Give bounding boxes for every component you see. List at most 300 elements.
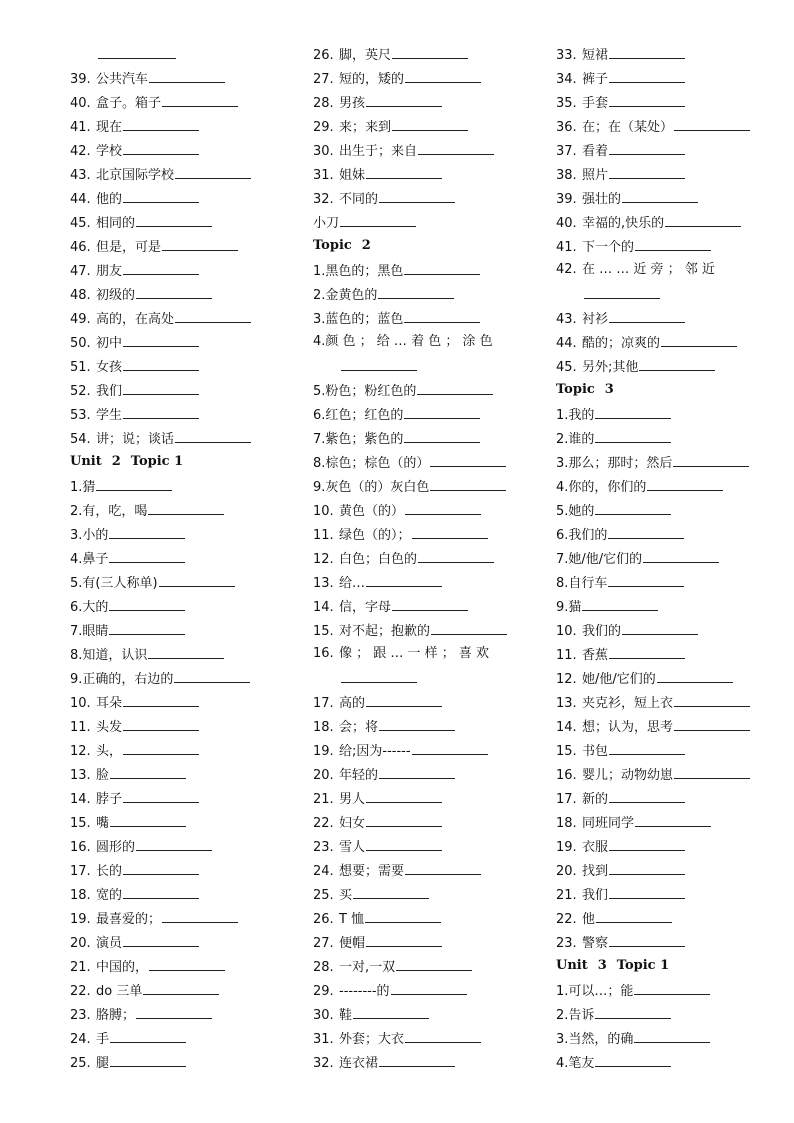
- vocab-item: [313, 333, 523, 381]
- item-prompt: 可以…；能: [568, 984, 634, 999]
- answer-blank[interactable]: [175, 165, 251, 179]
- item-prompt: 宽的: [96, 888, 123, 903]
- answer-blank[interactable]: [366, 93, 442, 107]
- vocab-item: [70, 813, 275, 837]
- vocab-item: [313, 501, 523, 525]
- item-number: 24.: [313, 864, 334, 879]
- vocab-item: [70, 1029, 275, 1053]
- item-prompt: 朋友: [96, 264, 123, 279]
- item-number: 9.: [313, 480, 326, 495]
- item-number: 20.: [70, 936, 91, 951]
- item-number: 11.: [70, 720, 91, 735]
- item-number: 18.: [556, 816, 577, 831]
- vocab-item: [313, 405, 523, 429]
- answer-blank[interactable]: [341, 669, 417, 683]
- item-number: 10.: [70, 696, 91, 711]
- answer-blank[interactable]: [159, 573, 235, 587]
- answer-blank[interactable]: [609, 837, 685, 851]
- answer-blank[interactable]: [595, 405, 671, 419]
- answer-blank[interactable]: [353, 1005, 429, 1019]
- answer-blank[interactable]: [98, 45, 176, 59]
- answer-blank[interactable]: [109, 597, 185, 611]
- item-prompt: 手套: [582, 96, 609, 111]
- item-prompt: 她的: [568, 504, 595, 519]
- vocab-item: [70, 861, 275, 885]
- item-number: 21.: [556, 888, 577, 903]
- vocab-item: [556, 117, 771, 141]
- answer-blank[interactable]: [123, 405, 199, 419]
- answer-blank[interactable]: [123, 717, 199, 731]
- worksheet-column-1: [70, 45, 275, 1077]
- item-number: 36.: [556, 120, 577, 135]
- item-number: 25.: [313, 888, 334, 903]
- heading-part: Unit: [556, 958, 588, 973]
- answer-blank[interactable]: [136, 837, 212, 851]
- item-prompt: 腿: [96, 1056, 110, 1071]
- item-prompt: 谁的: [568, 432, 595, 447]
- answer-blank[interactable]: [595, 501, 671, 515]
- vocab-item: [70, 549, 275, 573]
- vocab-item: [556, 261, 771, 309]
- item-number: 3.: [70, 528, 83, 543]
- item-prompt: 头发: [96, 720, 123, 735]
- item-prompt: 酷的；凉爽的: [582, 336, 661, 351]
- item-prompt: 照片: [582, 168, 609, 183]
- item-prompt: 眼睛: [82, 624, 109, 639]
- vocab-item: [313, 789, 523, 813]
- vocab-item: [70, 717, 275, 741]
- answer-blank[interactable]: [609, 741, 685, 755]
- answer-blank[interactable]: [123, 189, 199, 203]
- answer-blank[interactable]: [418, 549, 494, 563]
- answer-blank[interactable]: [162, 93, 238, 107]
- item-prompt: 不同的: [339, 192, 379, 207]
- item-prompt: 强壮的: [582, 192, 622, 207]
- answer-blank[interactable]: [634, 1029, 710, 1043]
- answer-blank[interactable]: [609, 309, 685, 323]
- vocab-item: [313, 141, 523, 165]
- item-prompt: 长的: [96, 864, 123, 879]
- item-number: 21.: [313, 792, 334, 807]
- item-number: 4.: [556, 480, 569, 495]
- item-prompt: 脚，英尺: [339, 48, 392, 63]
- item-number: 1.: [313, 264, 326, 279]
- answer-blank[interactable]: [341, 357, 417, 371]
- vocab-item: [556, 429, 771, 453]
- item-number: 1.: [556, 408, 569, 423]
- item-prompt: --------的: [339, 984, 390, 999]
- answer-blank[interactable]: [635, 813, 711, 827]
- answer-blank[interactable]: [162, 909, 238, 923]
- item-number: 2.: [70, 504, 83, 519]
- section-heading: [70, 453, 275, 477]
- answer-blank[interactable]: [379, 189, 455, 203]
- item-number: 17.: [70, 864, 91, 879]
- answer-blank[interactable]: [609, 45, 685, 59]
- answer-blank[interactable]: [661, 333, 737, 347]
- item-number: 51.: [70, 360, 91, 375]
- answer-blank[interactable]: [657, 669, 733, 683]
- item-prompt: 我的: [568, 408, 595, 423]
- answer-blank[interactable]: [149, 957, 225, 971]
- answer-blank[interactable]: [123, 333, 199, 347]
- answer-blank[interactable]: [366, 573, 442, 587]
- answer-blank[interactable]: [96, 477, 172, 491]
- answer-blank[interactable]: [405, 69, 481, 83]
- item-number: 32.: [313, 1056, 334, 1071]
- item-prompt: 你的，你们的: [568, 480, 647, 495]
- item-number: 46.: [70, 240, 91, 255]
- answer-blank[interactable]: [584, 285, 660, 299]
- answer-blank[interactable]: [123, 357, 199, 371]
- answer-blank[interactable]: [582, 597, 658, 611]
- answer-blank[interactable]: [608, 573, 684, 587]
- answer-blank[interactable]: [392, 117, 468, 131]
- item-prompt: 一对,一双: [339, 960, 396, 975]
- item-number: 23.: [556, 936, 577, 951]
- answer-blank[interactable]: [365, 909, 441, 923]
- item-prompt: 她/他/它们的: [568, 552, 643, 567]
- vocab-item: [70, 165, 275, 189]
- item-number: 4.: [70, 552, 83, 567]
- item-prompt: 现在: [96, 120, 123, 135]
- answer-blank[interactable]: [110, 813, 186, 827]
- answer-blank[interactable]: [673, 453, 749, 467]
- answer-blank[interactable]: [109, 621, 185, 635]
- vocab-item: [313, 837, 523, 861]
- item-prompt: 连衣裙: [339, 1056, 379, 1071]
- vocab-item: [556, 885, 771, 909]
- item-prompt: 女孩: [96, 360, 123, 375]
- answer-blank[interactable]: [431, 621, 507, 635]
- item-prompt: 当然，的确: [568, 1032, 634, 1047]
- answer-blank[interactable]: [366, 933, 442, 947]
- answer-blank[interactable]: [353, 885, 429, 899]
- item-prompt: 书包: [582, 744, 609, 759]
- answer-blank[interactable]: [174, 669, 250, 683]
- answer-blank[interactable]: [175, 309, 251, 323]
- vocab-item: [556, 237, 771, 261]
- item-number: 16.: [70, 840, 91, 855]
- item-number: 12.: [556, 672, 577, 687]
- vocab-item: [70, 237, 275, 261]
- answer-blank[interactable]: [366, 165, 442, 179]
- heading-part: 3: [604, 382, 614, 397]
- answer-blank[interactable]: [430, 453, 506, 467]
- item-number: 7.: [313, 432, 326, 447]
- item-number: 19.: [556, 840, 577, 855]
- answer-blank[interactable]: [392, 597, 468, 611]
- item-number: 21.: [70, 960, 91, 975]
- item-number: 40.: [556, 216, 577, 231]
- answer-blank[interactable]: [366, 837, 442, 851]
- item-number: 17.: [313, 696, 334, 711]
- vocab-item: [313, 597, 523, 621]
- answer-blank[interactable]: [609, 933, 685, 947]
- item-prompt: 灰色（的）灰白色: [325, 480, 430, 495]
- answer-blank[interactable]: [609, 141, 685, 155]
- answer-blank[interactable]: [595, 429, 671, 443]
- answer-blank[interactable]: [609, 789, 685, 803]
- vocab-item: [313, 429, 523, 453]
- answer-blank[interactable]: [379, 1053, 455, 1067]
- item-prompt: 像 ； 跟 … 一 样 ； 喜 欢: [339, 646, 490, 661]
- vocab-item: [556, 525, 771, 549]
- item-prompt: 初中: [96, 336, 123, 351]
- vocab-item: [313, 1005, 523, 1029]
- vocab-item: [556, 405, 771, 429]
- answer-blank[interactable]: [340, 213, 416, 227]
- vocab-item: [70, 213, 275, 237]
- answer-blank[interactable]: [404, 309, 480, 323]
- item-number: 31.: [313, 168, 334, 183]
- item-prompt: 小的: [82, 528, 109, 543]
- section-heading: [556, 381, 771, 405]
- item-number: 27.: [313, 72, 334, 87]
- item-prompt: 他的: [96, 192, 123, 207]
- answer-blank[interactable]: [674, 693, 750, 707]
- vocab-item: [313, 813, 523, 837]
- answer-blank[interactable]: [665, 213, 741, 227]
- item-prompt: 想；认为，思考: [582, 720, 674, 735]
- vocab-item: [70, 501, 275, 525]
- vocab-item: [70, 837, 275, 861]
- item-number: 3.: [556, 456, 569, 471]
- vocab-item: [313, 93, 523, 117]
- answer-blank[interactable]: [405, 861, 481, 875]
- answer-blank[interactable]: [123, 117, 199, 131]
- answer-blank[interactable]: [609, 69, 685, 83]
- vocab-item: [70, 693, 275, 717]
- vocab-item: [70, 957, 275, 981]
- answer-blank[interactable]: [609, 861, 685, 875]
- item-number: 25.: [70, 1056, 91, 1071]
- vocab-item: [313, 309, 523, 333]
- answer-blank[interactable]: [109, 549, 185, 563]
- item-prompt: 香蕉: [582, 648, 609, 663]
- answer-blank[interactable]: [123, 381, 199, 395]
- vocab-item: [70, 357, 275, 381]
- answer-blank[interactable]: [595, 1053, 671, 1067]
- item-number: 44.: [556, 336, 577, 351]
- item-prompt: 男人: [339, 792, 366, 807]
- item-number: 19.: [313, 744, 334, 759]
- item-prompt: 那么；那时；然后: [568, 456, 673, 471]
- item-prompt: 相同的: [96, 216, 136, 231]
- item-prompt: 高的，在高处: [96, 312, 175, 327]
- answer-blank[interactable]: [608, 525, 684, 539]
- answer-blank[interactable]: [143, 981, 219, 995]
- item-prompt: 公共汽车: [96, 72, 149, 87]
- answer-blank[interactable]: [136, 1005, 212, 1019]
- vocab-item: [70, 309, 275, 333]
- answer-blank[interactable]: [635, 237, 711, 251]
- item-prompt: 自行车: [568, 576, 608, 591]
- answer-blank[interactable]: [366, 813, 442, 827]
- answer-blank[interactable]: [110, 765, 186, 779]
- answer-blank[interactable]: [366, 693, 442, 707]
- item-number: 23.: [313, 840, 334, 855]
- item-number: 45.: [556, 360, 577, 375]
- answer-blank[interactable]: [175, 429, 251, 443]
- answer-blank[interactable]: [643, 549, 719, 563]
- item-number: 26.: [313, 48, 334, 63]
- answer-blank[interactable]: [609, 165, 685, 179]
- answer-blank[interactable]: [609, 645, 685, 659]
- vocab-item: [556, 309, 771, 333]
- answer-blank[interactable]: [609, 885, 685, 899]
- vocab-item: [556, 645, 771, 669]
- answer-blank[interactable]: [634, 981, 710, 995]
- item-number: 20.: [556, 864, 577, 879]
- answer-blank[interactable]: [392, 45, 468, 59]
- answer-blank[interactable]: [123, 885, 199, 899]
- answer-blank[interactable]: [366, 789, 442, 803]
- answer-blank[interactable]: [123, 261, 199, 275]
- item-number: 6.: [313, 408, 326, 423]
- vocab-item: [70, 69, 275, 93]
- vocab-item: [556, 813, 771, 837]
- item-prompt: 我们的: [582, 624, 622, 639]
- item-number: 32.: [313, 192, 334, 207]
- item-number: 1.: [70, 480, 83, 495]
- item-prompt: 另外;其他: [582, 360, 639, 375]
- answer-blank[interactable]: [396, 957, 472, 971]
- answer-blank[interactable]: [123, 141, 199, 155]
- answer-blank[interactable]: [404, 405, 480, 419]
- answer-blank[interactable]: [596, 909, 672, 923]
- item-number: 47.: [70, 264, 91, 279]
- item-number: 34.: [556, 72, 577, 87]
- answer-blank[interactable]: [109, 525, 185, 539]
- answer-blank[interactable]: [136, 213, 212, 227]
- item-prompt: 我们的: [568, 528, 608, 543]
- answer-blank[interactable]: [418, 141, 494, 155]
- item-number: 28.: [313, 96, 334, 111]
- vocab-item: [70, 261, 275, 285]
- answer-blank[interactable]: [412, 525, 488, 539]
- item-prompt: 在；在（某处）: [582, 120, 674, 135]
- vocab-item: [556, 357, 771, 381]
- answer-blank[interactable]: [405, 501, 481, 515]
- heading-part: 2: [361, 238, 371, 253]
- answer-blank[interactable]: [595, 1005, 671, 1019]
- item-number: 3.: [313, 312, 326, 327]
- vocab-item: [70, 189, 275, 213]
- answer-blank[interactable]: [412, 741, 488, 755]
- item-number: 19.: [70, 912, 91, 927]
- answer-blank[interactable]: [378, 285, 454, 299]
- answer-blank[interactable]: [391, 981, 467, 995]
- vocab-item: [70, 477, 275, 501]
- item-prompt: 想要；需要: [339, 864, 405, 879]
- item-prompt: 年轻的: [339, 768, 379, 783]
- answer-blank[interactable]: [639, 357, 715, 371]
- item-prompt: 信，字母: [339, 600, 392, 615]
- answer-blank[interactable]: [123, 789, 199, 803]
- answer-blank[interactable]: [674, 765, 750, 779]
- vocab-item: [313, 381, 523, 405]
- answer-blank[interactable]: [622, 189, 698, 203]
- vocab-item: [313, 525, 523, 549]
- answer-blank[interactable]: [162, 237, 238, 251]
- item-number: 8.: [70, 648, 83, 663]
- vocab-item: [313, 261, 523, 285]
- item-prompt: 短裙: [582, 48, 609, 63]
- item-prompt: 头，: [96, 744, 123, 759]
- answer-blank[interactable]: [674, 717, 750, 731]
- heading-part: 3: [597, 958, 607, 973]
- item-prompt: 他: [582, 912, 596, 927]
- vocab-item: [556, 573, 771, 597]
- answer-blank[interactable]: [379, 717, 455, 731]
- answer-blank[interactable]: [405, 1029, 481, 1043]
- item-number: 22.: [313, 816, 334, 831]
- vocab-item: [70, 525, 275, 549]
- item-prompt: 颜 色 ； 给 … 着 色 ； 涂 色: [325, 334, 493, 349]
- answer-blank[interactable]: [674, 117, 750, 131]
- vocab-item: [556, 189, 771, 213]
- item-prompt: 告诉: [568, 1008, 595, 1023]
- item-number: 38.: [556, 168, 577, 183]
- answer-blank[interactable]: [148, 645, 224, 659]
- vocab-item: [70, 789, 275, 813]
- item-prompt: 中国的，: [96, 960, 149, 975]
- item-prompt: 出生于；来自: [339, 144, 418, 159]
- item-number: 43.: [70, 168, 91, 183]
- answer-blank[interactable]: [379, 765, 455, 779]
- vocab-item: [313, 1053, 523, 1077]
- vocab-item: [70, 573, 275, 597]
- item-number: 14.: [313, 600, 334, 615]
- item-prompt: 幸福的,快乐的: [582, 216, 665, 231]
- vocab-item: [313, 765, 523, 789]
- vocab-item: [70, 333, 275, 357]
- answer-blank[interactable]: [417, 381, 493, 395]
- answer-blank[interactable]: [647, 477, 723, 491]
- item-number: 11.: [556, 648, 577, 663]
- item-number: 12.: [313, 552, 334, 567]
- answer-blank[interactable]: [148, 501, 224, 515]
- answer-blank[interactable]: [123, 933, 199, 947]
- item-number: 7.: [556, 552, 569, 567]
- worksheet-column-3: [556, 45, 771, 1077]
- answer-blank[interactable]: [136, 285, 212, 299]
- item-prompt: 鞋: [339, 1008, 353, 1023]
- item-prompt: 但是，可是: [96, 240, 162, 255]
- answer-blank[interactable]: [609, 93, 685, 107]
- item-prompt: 会；将: [339, 720, 379, 735]
- answer-blank[interactable]: [110, 1053, 186, 1067]
- vocab-item: [313, 933, 523, 957]
- answer-blank[interactable]: [123, 861, 199, 875]
- item-number: 14.: [70, 792, 91, 807]
- answer-blank[interactable]: [430, 477, 506, 491]
- answer-blank[interactable]: [123, 741, 199, 755]
- answer-blank[interactable]: [149, 69, 225, 83]
- answer-blank[interactable]: [404, 261, 480, 275]
- heading-part: Topic 1: [130, 454, 184, 469]
- answer-blank[interactable]: [404, 429, 480, 443]
- answer-blank[interactable]: [110, 1029, 186, 1043]
- item-prompt: 脖子: [96, 792, 123, 807]
- item-prompt: 知道，认识: [82, 648, 148, 663]
- item-prompt: 大的: [82, 600, 109, 615]
- answer-blank[interactable]: [123, 693, 199, 707]
- vocab-item: [556, 597, 771, 621]
- answer-blank[interactable]: [622, 621, 698, 635]
- item-prompt: 买: [339, 888, 353, 903]
